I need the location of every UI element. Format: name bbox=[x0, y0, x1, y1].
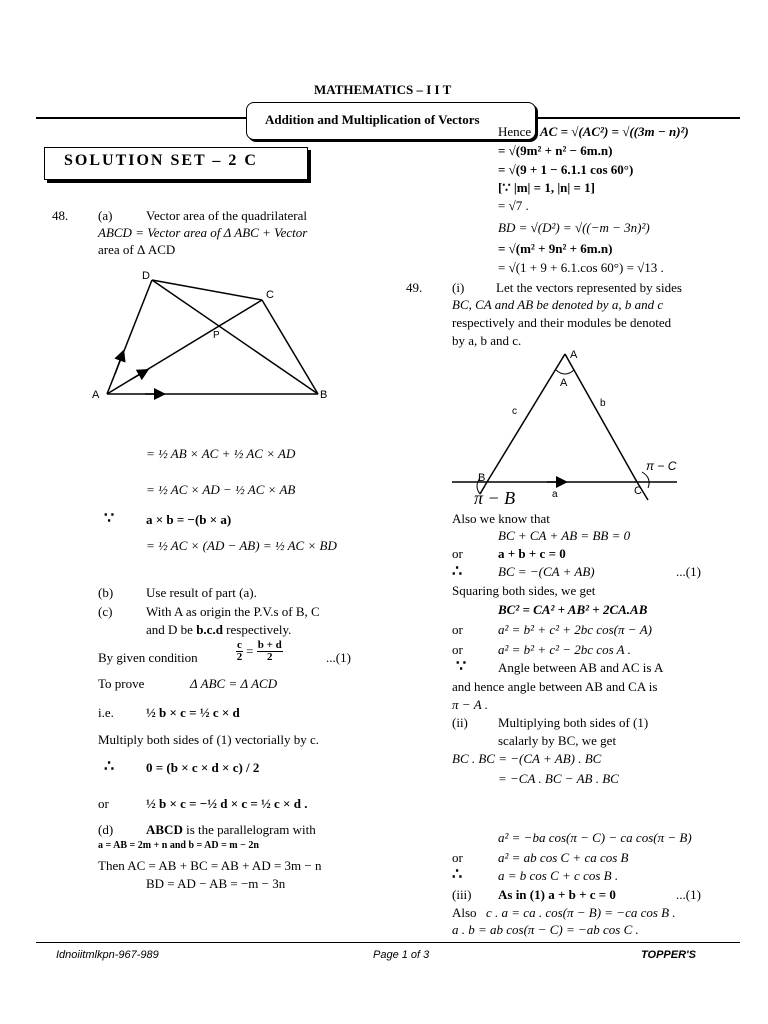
header-rule-left bbox=[36, 117, 248, 119]
therefore-symbol: ∴ bbox=[104, 758, 115, 775]
bd-equation: BD = AD − AB = −m − 3n bbox=[146, 876, 286, 891]
therefore-1: ∴ bbox=[452, 563, 463, 580]
ac-result: = √7 . bbox=[498, 198, 529, 213]
squared-equation: BC² = CA² + AB² + 2CA.AB bbox=[498, 602, 648, 617]
ac-magnitude-3: = √(9 + 1 − 6.1.1 cos 60°) bbox=[498, 162, 634, 177]
side-ad bbox=[107, 280, 152, 394]
angle-arc-c bbox=[642, 472, 649, 488]
q49-line3: respectively and their modules be denoted bbox=[452, 315, 672, 330]
part-iii-label: (iii) bbox=[452, 887, 472, 902]
label-a-side: a bbox=[552, 489, 558, 500]
q49-line1: Let the vectors represented by sides bbox=[496, 280, 682, 295]
bd-magnitude-2: = √(m² + 9n² + 6m.n) bbox=[498, 241, 613, 256]
parallelogram-vectors: a = AB = 2m + n and b = AD = m − 2n bbox=[98, 840, 259, 851]
part-ii-line1: Multiplying both sides of (1) bbox=[498, 715, 649, 730]
label-a: A bbox=[92, 389, 100, 401]
label-c-side: c bbox=[512, 406, 517, 417]
angle-text-2: and hence angle between AB and CA is bbox=[452, 679, 658, 694]
ac-magnitude-2: = √(9m² + n² − 6m.n) bbox=[498, 143, 613, 158]
squaring-text: Squaring both sides, we get bbox=[452, 583, 596, 598]
header-title: MATHEMATICS – I I T bbox=[314, 82, 452, 97]
footer-page: Page 1 of 3 bbox=[373, 949, 430, 961]
chapter-title: Addition and Multiplication of Vectors bbox=[265, 112, 480, 127]
side-dc bbox=[152, 280, 262, 300]
ref-1: ...(1) bbox=[676, 564, 701, 579]
header-rule-right bbox=[534, 117, 740, 119]
label-pi-minus-b: π − B bbox=[474, 488, 516, 508]
to-prove: To prove bbox=[98, 676, 145, 691]
q48-b-label: (b) bbox=[98, 585, 114, 600]
part-ii-line2: scalarly by BC, we get bbox=[498, 733, 617, 748]
label-a-top: A bbox=[570, 349, 578, 361]
eq-area-3: = ½ AC × (AD − AB) = ½ AC × BD bbox=[146, 538, 337, 553]
ac-magnitude-1: AC = √(AC²) = √((3m − n)²) bbox=[540, 124, 689, 139]
or-label: or bbox=[98, 796, 109, 811]
q48-b-text: Use result of part (a). bbox=[146, 585, 257, 600]
projection-eq-1: a² = −ba cos(π − C) − ca cos(π − B) bbox=[498, 830, 692, 845]
projection-eq-2: a² = ab cos C + ca cos B bbox=[498, 850, 629, 865]
ac-equation: Then AC = AB + BC = AB + AD = 3m − n bbox=[98, 858, 322, 873]
multiply-text: Multiply both sides of (1) vectorially by c. bbox=[98, 732, 319, 747]
label-c: C bbox=[266, 289, 274, 301]
dot-eq-2: = −CA . BC − AB . BC bbox=[498, 771, 619, 786]
given-equation: $\frac{c}{2}$ = $\frac{b + d}{2}$ bbox=[236, 639, 282, 663]
cosine-eq-1: a² = b² + c² + 2bc cos(π − A) bbox=[498, 622, 653, 637]
q49-line4: by a, b and c. bbox=[452, 333, 522, 348]
q49-number: 49. bbox=[406, 280, 423, 295]
diagonal-bd bbox=[152, 280, 318, 394]
eq-cross-anticommute: a × b = −(b × a) bbox=[146, 512, 232, 527]
q48-a-line2: ABCD = Vector area of Δ ABC + Vector bbox=[98, 225, 308, 240]
q48-a-line3: area of Δ ACD bbox=[98, 242, 176, 257]
arrow-ac bbox=[130, 372, 144, 380]
or-equation: ½ b × c = −½ d × c = ½ c × d . bbox=[146, 796, 308, 811]
label-pi-minus-c: π − C bbox=[646, 459, 677, 473]
dot-ca: c . a = ca . cos(π − B) = −ca cos B . bbox=[486, 905, 676, 920]
label-c-vertex: C bbox=[634, 485, 642, 497]
part-iii-text: As in (1) a + b + c = 0 bbox=[498, 887, 616, 902]
side-ac bbox=[565, 354, 637, 482]
label-b-side: b bbox=[600, 398, 606, 409]
q48-c-line2: and D be b.c.d respectively. bbox=[146, 622, 292, 637]
projection-rule: a = b cos C + c cos B . bbox=[498, 868, 619, 883]
therefore-2: ∴ bbox=[452, 866, 463, 883]
angle-text-1: Angle between AB and AC is A bbox=[498, 660, 664, 675]
zero-equation: 0 = (b × c × d × c) / 2 bbox=[146, 760, 260, 775]
part-ii-label: (ii) bbox=[452, 715, 468, 730]
label-a-inner: A bbox=[560, 377, 568, 389]
bd-result: = √(1 + 9 + 6.1.cos 60°) = √13 . bbox=[498, 260, 664, 275]
also-label: Also bbox=[452, 905, 477, 920]
since-symbol: ∵ bbox=[104, 510, 115, 527]
dot-eq-1: BC . BC = −(CA + AB) . BC bbox=[452, 751, 602, 766]
cosine-rule: a² = b² + c² − 2bc cos A . bbox=[498, 642, 631, 657]
label-b-vertex: B bbox=[478, 472, 486, 484]
q48-d-text: ABCD is the parallelogram with bbox=[146, 822, 316, 837]
side-cb bbox=[262, 300, 318, 394]
angle-arc-a bbox=[556, 370, 574, 374]
q48-a-line1: Vector area of the quadrilateral bbox=[146, 208, 307, 223]
eq-area-2: = ½ AC × AD − ½ AC × AB bbox=[146, 482, 296, 497]
label-b: B bbox=[320, 389, 328, 401]
triangle-figure bbox=[452, 342, 692, 512]
footer-brand: TOPPER'S bbox=[641, 949, 696, 961]
or-2: or bbox=[452, 622, 463, 637]
or-4: or bbox=[452, 850, 463, 865]
footer-rule bbox=[36, 942, 740, 943]
or-1: or bbox=[452, 546, 463, 561]
or-3: or bbox=[452, 642, 463, 657]
bd-magnitude-1: BD = √(D²) = √((−m − 3n)²) bbox=[498, 220, 650, 235]
label-d: D bbox=[142, 270, 150, 282]
given-condition: By given condition bbox=[98, 650, 198, 665]
ie-equation: ½ b × c = ½ c × d bbox=[146, 705, 240, 720]
side-ba bbox=[487, 354, 565, 482]
hence-label: Hence bbox=[498, 124, 532, 139]
solution-set-title: SOLUTION SET – 2 C bbox=[64, 152, 258, 169]
q48-c-label: (c) bbox=[98, 604, 113, 619]
sum-zero-bold: a + b + c = 0 bbox=[498, 546, 566, 561]
q48-d-label: (d) bbox=[98, 822, 114, 837]
dot-ab: a . b = ab cos(π − C) = −ab cos C . bbox=[452, 922, 639, 937]
arrow-ad bbox=[115, 355, 122, 374]
q49-part-i: (i) bbox=[452, 280, 465, 295]
q49-line2: BC, CA and AB be denoted by a, b and c bbox=[452, 297, 664, 312]
label-p: P bbox=[213, 330, 220, 341]
because-symbol: ∵ bbox=[456, 658, 467, 675]
bc-expression: BC = −(CA + AB) bbox=[498, 564, 595, 579]
sum-zero-vectors: BC + CA + AB = BB = 0 bbox=[498, 528, 631, 543]
q48-c-line1: With A as origin the P.V.s of B, C bbox=[146, 604, 320, 619]
quadrilateral-figure bbox=[80, 262, 340, 407]
eq-area-1: = ½ AB × AC + ½ AC × AD bbox=[146, 446, 296, 461]
ie-label: i.e. bbox=[98, 705, 114, 720]
to-prove-eq: Δ ABC = Δ ACD bbox=[190, 676, 278, 691]
unit-vector-note: [∵ |m| = 1, |n| = 1] bbox=[498, 180, 596, 195]
given-ref: ...(1) bbox=[326, 650, 351, 665]
q48-part-a-label: (a) bbox=[98, 208, 113, 223]
q48-number: 48. bbox=[52, 208, 69, 223]
angle-text-3: π − A . bbox=[452, 697, 488, 712]
ref-2: ...(1) bbox=[676, 887, 701, 902]
footer-code: Idnoiitmlkpn-967-989 bbox=[56, 949, 159, 961]
also-know: Also we know that bbox=[452, 511, 550, 526]
